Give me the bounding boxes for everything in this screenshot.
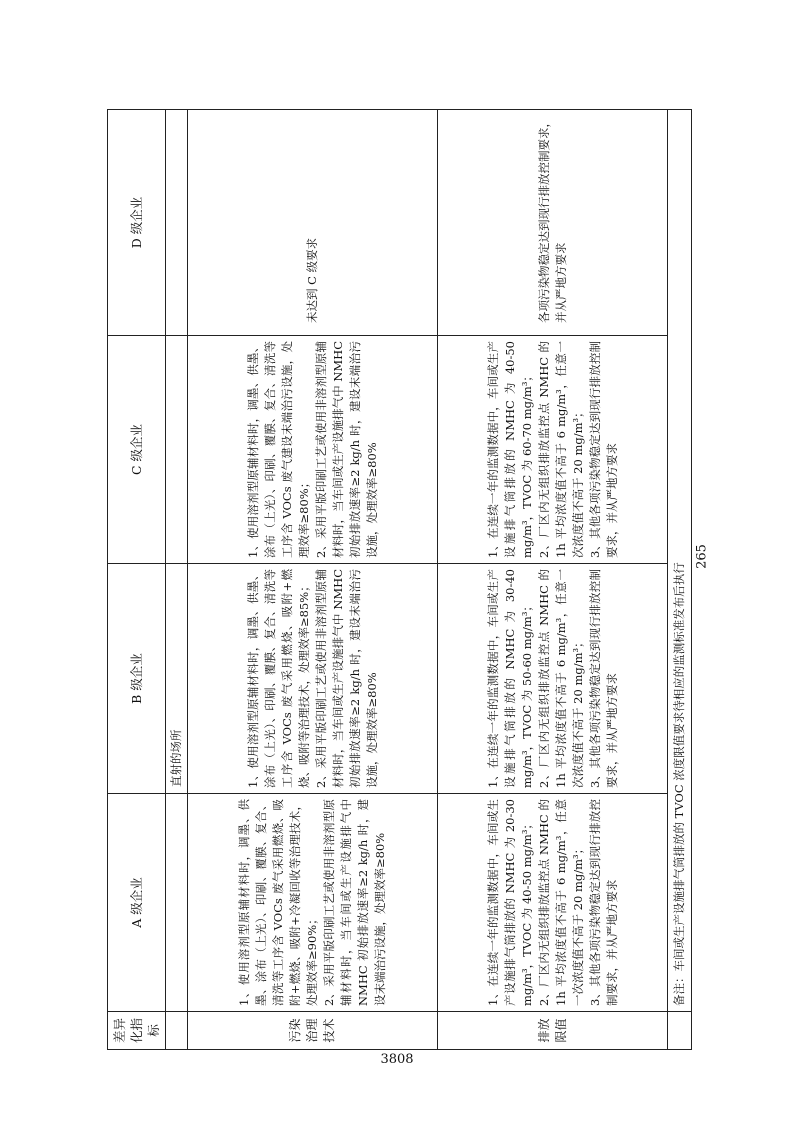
- indicator-pollution-control: 污染治理技术: [188, 1012, 438, 1050]
- list-item: 2、厂区内无组织排放监控点 NMHC 的 1h 平均浓度值不高于 6 mg/m³，任意一次浓度值不高于 20 mg/m³；: [536, 341, 585, 558]
- list-item: 3、其他各项污染物稳定达到现行排放控制要求，并从严地方要求: [587, 799, 619, 1006]
- rotated-table-wrapper: [107, 110, 687, 1050]
- continuation-cell-b: 直射的场所: [166, 564, 188, 794]
- table-row: [438, 110, 668, 1050]
- emission-limits-grade-c: [438, 336, 668, 564]
- table-note: 备注：车间或生产设施排气筒排放的 TVOC 浓度限值要求待相应的监测标准发布后执行: [668, 110, 692, 1012]
- list-item: 2、采用平版印刷工艺或使用非溶剂型原辅材料时，当车间或生产设施排气中 NMHC 初始排放速率≥2 kg/h 时，建设末端治污设施，处理效率≥80%: [313, 569, 379, 788]
- continuation-cell-a: [166, 794, 188, 1012]
- list-item: 2、采用平版印刷工艺或使用非溶剂型原辅材料时，当车间或生产设施排气中 NMHC 初始排放速率≥2 kg/h 时，建设末端治污设施，处理效率≥80%: [313, 341, 379, 558]
- header-grade-b: B 级企业: [108, 564, 166, 794]
- pollution-control-grade-a: [188, 794, 438, 1012]
- emission-limits-grade-a: [438, 794, 668, 1012]
- table-row: [188, 110, 438, 1050]
- pollution-control-grade-c: [188, 336, 438, 564]
- emission-limits-grade-d: 各项污染物稳定达到现行排放控制要求，并从严地方要求: [438, 110, 668, 336]
- header-grade-c: C 级企业: [108, 336, 166, 564]
- list-item: 3、其他各项污染物稳定达到现行排放控制要求，并从严地方要求: [587, 569, 619, 788]
- continuation-cell-c: [166, 336, 188, 564]
- list-item: 1、在连续一年的监测数据中，车间或生产设施排气筒排放的 NMHC 为 40-50 mg/m³，TVOC 为 60-70 mg/m³；: [485, 341, 534, 558]
- list-item: 3、其他各项污染物稳定达到现行排放控制要求，并从严地方要求: [587, 341, 619, 558]
- pollution-control-grade-b: [188, 564, 438, 794]
- list-item: 2、厂区内无组织排放监控点 NMHC 的 1h 平均浓度值不高于 6 mg/m³，任意一次浓度值不高于 20 mg/m³；: [536, 799, 585, 1006]
- list-item: 2、厂区内无组织排放监控点 NMHC 的 1h 平均浓度值不高于 6 mg/m³，任意一次浓度值不高于 20 mg/m³；: [536, 569, 585, 788]
- list-item: 2、采用平版印刷工艺或使用非溶剂型原辅材料时，当车间或生产设施排气中 NMHC 初始排放速率≥2 kg/h 时，建设末端治污设施，处理效率≥80%: [322, 799, 387, 1006]
- inner-page-number: 265: [694, 544, 710, 569]
- list-item: 1、使用溶剂型原辅材料时，调墨、供墨、涂布（上光）、印刷、覆膜、复合、清洗等工序含 VOCs 废气采用燃烧、吸附+燃烧、吸附等治理技术，处理效率≥85%；: [245, 569, 311, 788]
- list-item: 1、使用溶剂型原辅材料时，调墨、供墨、涂布（上光）、印刷、覆膜、复合、清洗等工序含 VOCs 废气建设末端治污设施，处理效率≥80%；: [245, 341, 311, 558]
- continuation-cell-indicator: [166, 1012, 188, 1050]
- list-item: 1、在连续一年的监测数据中，车间或生产设施排气筒排放的 NMHC 为 30-40 mg/m³，TVOC 为 50-60 mg/m³；: [485, 569, 534, 788]
- differentiation-table: [107, 109, 692, 1050]
- outer-page-number: 3808: [380, 1052, 414, 1067]
- header-indicator: 差异化指标: [108, 1012, 166, 1050]
- list-item: 1、使用溶剂型原辅材料时，调墨、供墨、涂布（上光）、印刷、覆膜、复合、清洗等工序含 VOCs 废气采用燃烧、吸附+燃烧、吸附+冷凝回收等治理技术，处理效率≥90%；: [237, 799, 319, 1006]
- header-row: [108, 110, 166, 1050]
- list-item: 1、在连续一年的监测数据中，车间或生产设施排气筒排放的 NMHC 为 20-30 mg/m³，TVOC 为 40-50 mg/m³；: [485, 799, 534, 1006]
- continuation-cell-d: [166, 110, 188, 336]
- note-spacer: [668, 1012, 692, 1050]
- continuation-row: [166, 110, 188, 1050]
- header-grade-a: A 级企业: [108, 794, 166, 1012]
- emission-limits-grade-b: [438, 564, 668, 794]
- pollution-control-grade-d: 未达到 C 级要求: [188, 110, 438, 336]
- note-row: [668, 110, 692, 1050]
- header-grade-d: D 级企业: [108, 110, 166, 336]
- indicator-emission-limits: 排放限值: [438, 1012, 668, 1050]
